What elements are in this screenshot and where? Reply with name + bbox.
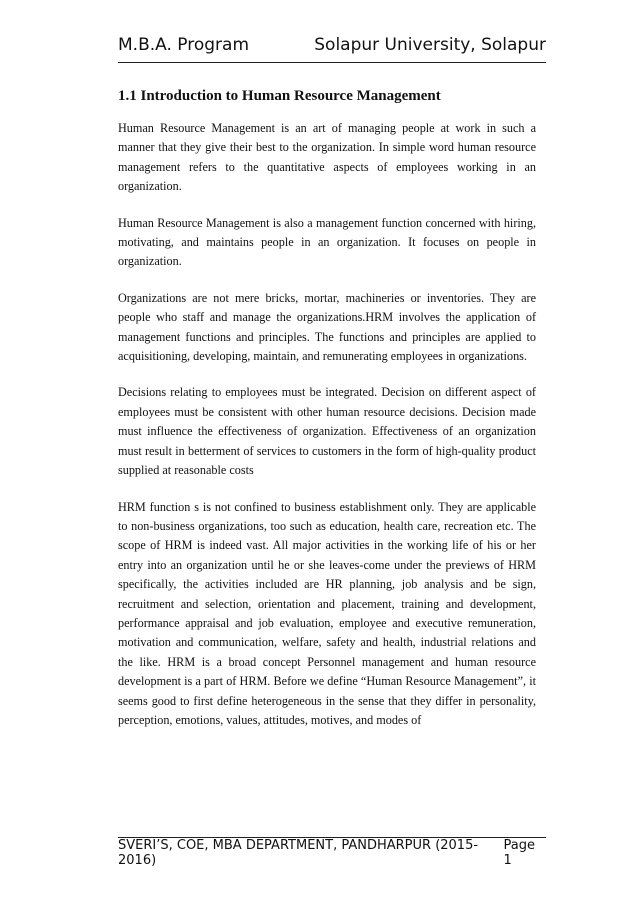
page-number: Page 1 (503, 838, 535, 868)
page-footer (118, 837, 546, 868)
footer-department: SVERI’S, COE, MBA DEPARTMENT, PANDHARPUR (2015-2016) (118, 838, 479, 868)
header-program: M.B.A. Program (118, 35, 250, 55)
paragraph-1: Human Resource Management is an art of managing people at work in such a manner that they give their best to the organization. In simple word human resource management refers to the quantitative aspects of employees working in an organization. (118, 121, 536, 194)
section-title: 1.1 Introduction to Human Resource Management (118, 88, 441, 104)
paragraph-4: Decisions relating to employees must be integrated. Decision on different aspect of employees must be consistent with other human resource decisions. Decision made must influence the effectiveness of organization. Effectiveness of an organization must result in betterment of services to customers in the form of high-quality product supplied at reasonable costs (118, 385, 536, 478)
paragraph-5: HRM function s is not confined to business establishment only. They are applicable to non-business organizations, too such as education, health care, recreation etc. The scope of HRM is indeed vast. All major activities in the working life of his or her entry into an organization until he or she leaves-come under the previews of HRM specifically, the activities included are HR planning, job analysis and be sign, recruitment and selection, orientation and placement, training and development, performance appraisal and job evaluation, employee and executive remuneration, motivation and communication, welfare, safety and health, industrial relations and the like. HRM is a broad concept Personnel management and human resource development is a part of HRM. Before we define “Human Resource Management”, it seems good to first define heterogeneous in the sense that they differ in personality, perception, emotions, values, attitudes, motives, and modes of (118, 499, 536, 727)
header-university: Solapur University, Solapur (314, 35, 546, 55)
paragraph-3: Organizations are not mere bricks, mortar, machineries or inventories. They are people who staff and manage the organizations.HRM involves the application of management functions and principles. The functions and principles are applied to acquisitioning, developing, maintain, and remunerating employees in organizations. (118, 290, 536, 364)
paragraph-2: Human Resource Management is also a management function concerned with hiring, motivating, and maintains people in an organization. It focuses on people in organization. (118, 215, 536, 269)
page-header (118, 32, 546, 63)
page-body (118, 86, 536, 747)
